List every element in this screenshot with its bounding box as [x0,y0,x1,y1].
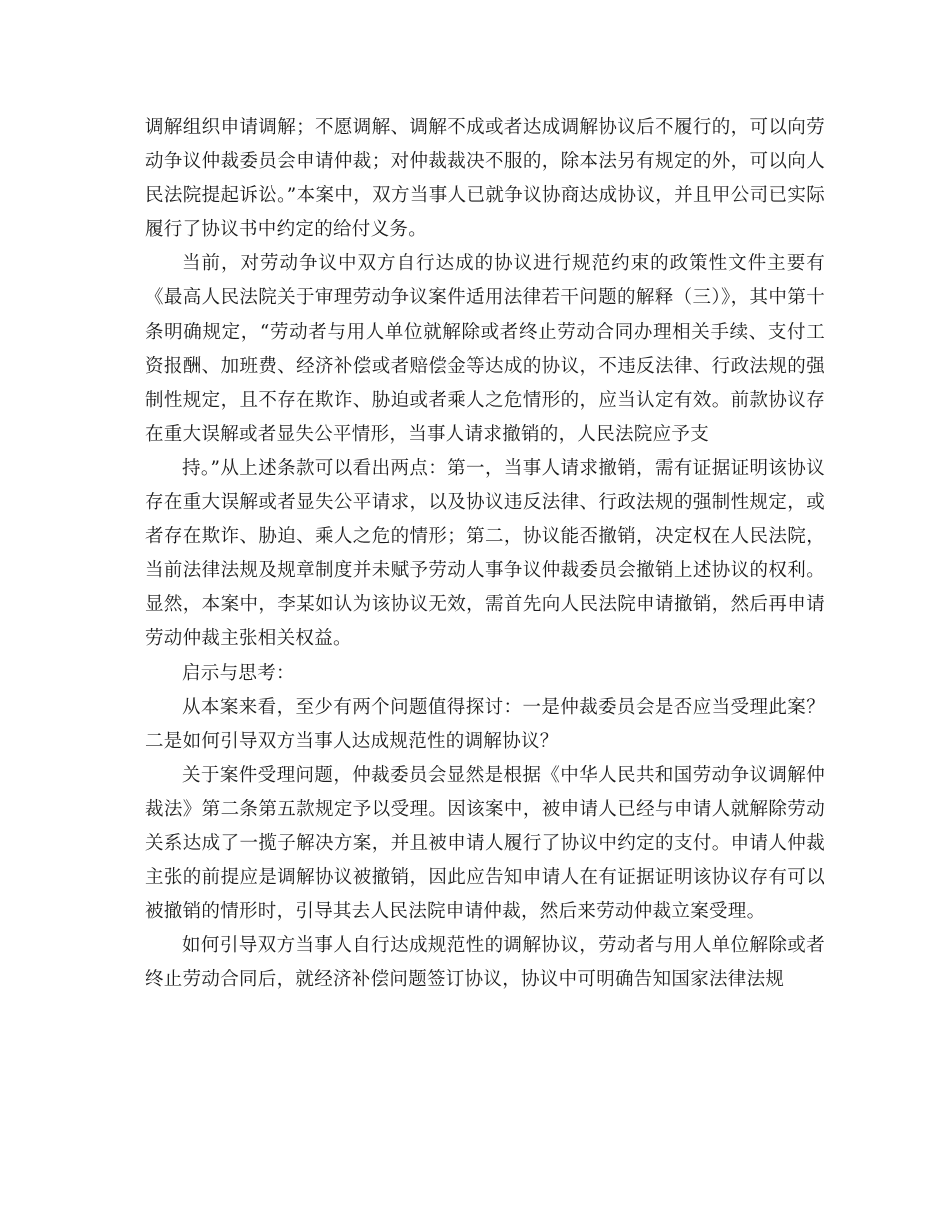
paragraph-6: 关于案件受理问题，仲裁委员会显然是根据《中华人民共和国劳动争议调解仲裁法》第二条第五款规定予以受理。因该案中，被申请人已经与申请人就解除劳动关系达成了一揽子解决方案，并且被申请人履行了协议中约定的支付。申请人仲裁主张的前提应是调解协议被撤销，因此应告知申请人在有证据证明该协议存有可以被撤销的情形时，引导其去人民法院申请仲裁，然后来劳动仲裁立案受理。 [145,764,825,923]
paragraph-2: 当前，对劳动争议中双方自行达成的协议进行规范约束的政策性文件主要有《最高人民法院关于审理劳动争议案件适用法律若干问题的解释（三）》，其中第十条明确规定，“劳动者与用人单位就解除或者终止劳动合同办理相关手续、支付工资报酬、加班费、经济补偿或者赔偿金等达成的协议，不违反法律、行政法规的强制性规定，且不存在欺诈、胁迫或者乘人之危情形的，应当认定有效。前款协议存在重大误解或者显失公平情形，当事人请求撤销的，人民法院应予支 [145,253,825,445]
paragraph-7: 如何引导双方当事人自行达成规范性的调解协议，劳动者与用人单位解除或者终止劳动合同后，就经济补偿问题签订协议，协议中可明确告知国家法律法规 [145,935,825,991]
paragraph-4-heading: 启示与思考： [182,662,295,684]
paragraph-1: 调解组织申请调解；不愿调解、调解不成或者达成调解协议后不履行的，可以向劳动争议仲裁委员会申请仲裁；对仲裁裁决不服的，除本法另有规定的外，可以向人民法院提起诉讼。”本案中，双方当事人已就争议协商达成协议，并且甲公司已实际履行了协议书中约定的给付义务。 [145,117,825,241]
paragraph-3: 持。”从上述条款可以看出两点：第一，当事人请求撤销，需有证据证明该协议存在重大误解或者显失公平请求，以及协议违反法律、行政法规的强制性规定，或者存在欺诈、胁迫、乘人之危的情形；第二，协议能否撤销，决定权在人民法院，当前法律法规及规章制度并未赋予劳动人事争议仲裁委员会撤销上述协议的权利。显然，本案中，李某如认为该协议无效，需首先向人民法院申请撤销，然后再申请劳动仲裁主张相关权益。 [145,457,825,650]
paragraph-5: 从本案来看，至少有两个问题值得探讨：一是仲裁委员会是否应当受理此案？二是如何引导双方当事人达成规范性的调解协议？ [145,696,825,752]
document-body [145,111,825,997]
